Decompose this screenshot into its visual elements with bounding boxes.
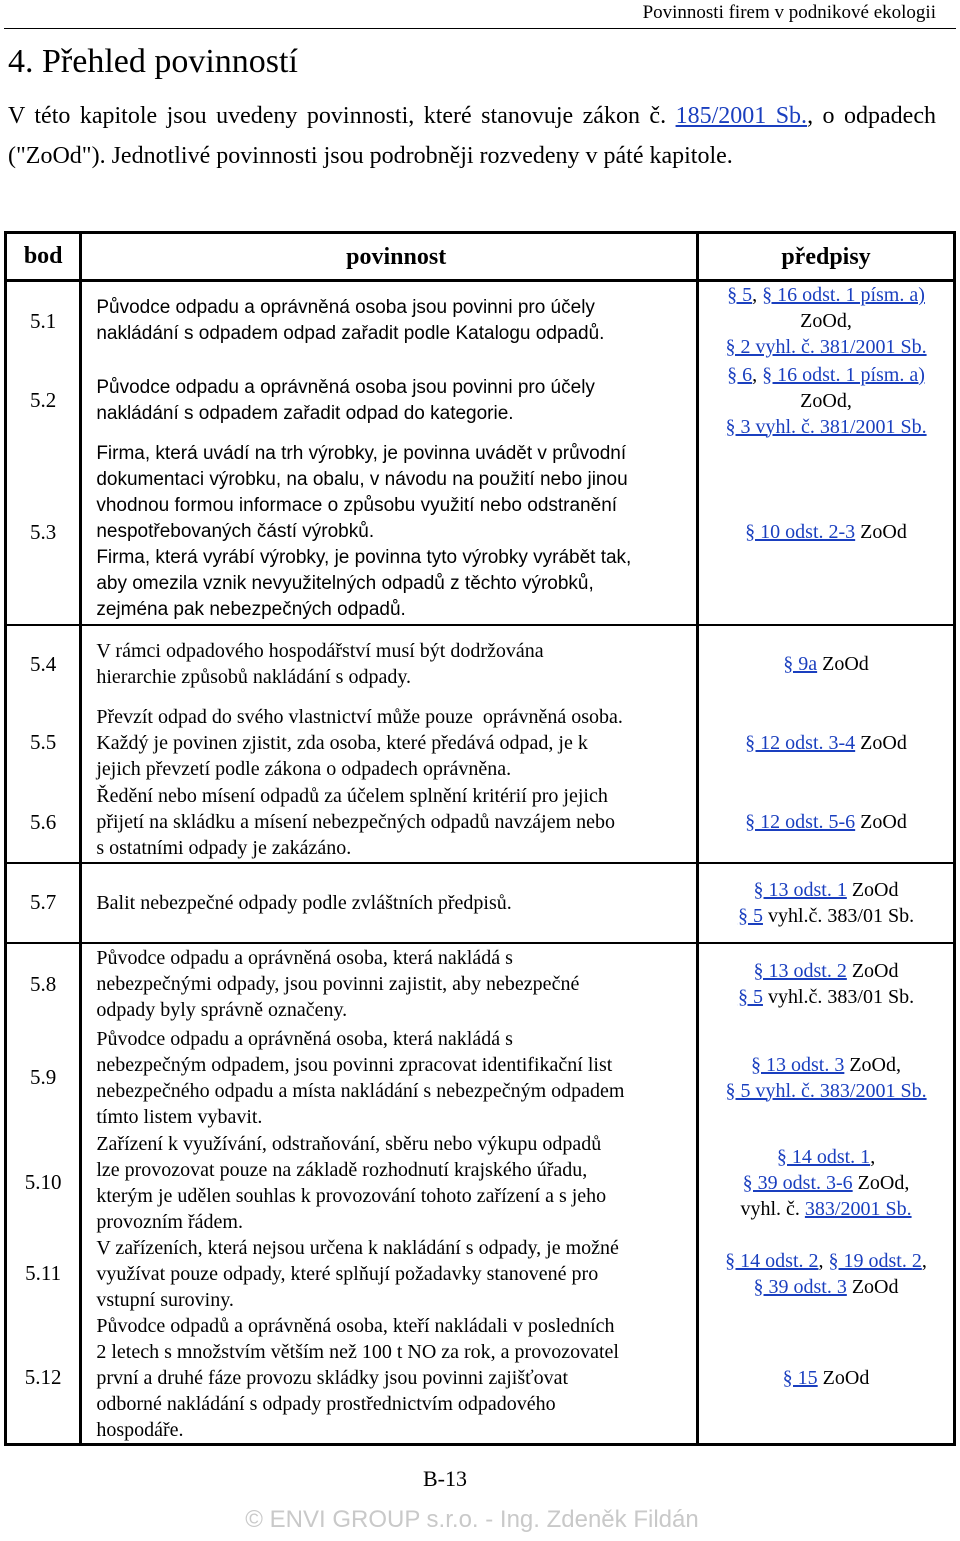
- povinnost-cell: [81, 1131, 698, 1235]
- povinnost-line: využívat pouze odpady, které splňují požadavky stanovené pro: [96, 1262, 599, 1285]
- povinnost-line: nebezpečného odpadu a místa nakládání s nebezpečným odpadem: [96, 1079, 625, 1102]
- predpisy-cell: [698, 441, 955, 625]
- table-row: [6, 1025, 955, 1131]
- povinnost-cell: [81, 361, 698, 441]
- povinnost-line: odborné nakládání s odpady prostřednictvím odpadového: [96, 1392, 556, 1415]
- duties-table: [4, 231, 956, 1446]
- predpisy-cell: [698, 1235, 955, 1313]
- regulation-link[interactable]: § 2 vyhl. č. 381/2001 Sb.: [725, 336, 927, 359]
- regulation-text: ZoOd: [846, 960, 899, 982]
- regulation-link[interactable]: § 5: [727, 284, 753, 307]
- regulation-text: ,: [921, 1249, 927, 1272]
- povinnost-line: provozním řádem.: [96, 1210, 243, 1233]
- predpis-line: [699, 1274, 953, 1300]
- povinnost-line: Firma, která uvádí na trh výrobky, je povinna uvádět v průvodní: [96, 443, 627, 464]
- predpis-line: [699, 414, 953, 440]
- regulation-text: ZoOd: [846, 878, 899, 901]
- predpis-line: [699, 984, 953, 1010]
- povinnost-line: V rámci odpadového hospodářství musí být dodržována: [96, 640, 544, 662]
- bod-cell: 5.12: [6, 1313, 81, 1445]
- povinnost-line: Původce odpadu a oprávněná osoba, která nakládá s: [96, 1027, 513, 1050]
- bod-cell: 5.4: [6, 625, 81, 703]
- header-bod: bod: [6, 233, 81, 281]
- povinnost-line: Původce odpadu a oprávněná osoba jsou povinni pro účely: [96, 376, 595, 398]
- table-row: [6, 1313, 955, 1445]
- predpis-line: [699, 282, 953, 308]
- header-predpisy: předpisy: [698, 233, 955, 281]
- regulation-link[interactable]: § 10 odst. 2-3: [745, 521, 856, 543]
- povinnost-line: lze provozovat pouze na základě rozhodnutí krajského úřadu,: [96, 1158, 588, 1181]
- povinnost-line: nespotřebovaných částí výrobků.: [96, 521, 375, 542]
- regulation-link[interactable]: § 39 odst. 3: [753, 1275, 847, 1298]
- predpis-line: [699, 362, 953, 388]
- table-row: [6, 361, 955, 441]
- table-row: [6, 783, 955, 863]
- page-number: B-13: [423, 1466, 467, 1491]
- bod-cell: 5.6: [6, 783, 81, 863]
- predpisy-cell: [698, 1131, 955, 1235]
- povinnost-line: kterým je udělen souhlas k provozování tohoto zařízení a s jeho: [96, 1184, 607, 1207]
- bod-cell: 5.9: [6, 1025, 81, 1131]
- regulation-link[interactable]: § 5 vyhl. č. 383/2001 Sb.: [725, 1079, 927, 1102]
- regulation-text: vyhl.č. 383/01 Sb.: [762, 904, 915, 927]
- predpis-line: [699, 730, 953, 756]
- predpis-line: [699, 877, 953, 903]
- predpisy-cell: [698, 625, 955, 703]
- predpis-line: [699, 1052, 953, 1078]
- povinnost-line: odpady byly správně označeny.: [96, 999, 348, 1021]
- povinnost-line: Balit nebezpečné odpady podle zvláštních předpisů.: [96, 891, 512, 914]
- povinnost-line: nakládání s odpadem zařadit odpad do kategorie.: [96, 402, 514, 424]
- regulation-text: ZoOd: [846, 1275, 899, 1298]
- table-row: [6, 703, 955, 783]
- regulation-link[interactable]: § 19 odst. 2: [828, 1249, 922, 1272]
- running-title: Povinnosti firem v podnikové ekologii: [642, 2, 936, 23]
- regulation-link[interactable]: § 15: [782, 1366, 818, 1389]
- table-row: [6, 1131, 955, 1235]
- predpis-line: [699, 651, 953, 677]
- povinnost-line: Ředění nebo mísení odpadů za účelem splnění kritérií pro jejich: [96, 785, 608, 807]
- bod-cell: 5.2: [6, 361, 81, 441]
- povinnost-line: Firma, která vyrábí výrobky, je povinna tyto výrobky vyrábět tak,: [96, 547, 632, 568]
- regulation-link[interactable]: § 12 odst. 5-6: [745, 811, 856, 833]
- table-row: [6, 1235, 955, 1313]
- povinnost-cell: [81, 625, 698, 703]
- regulation-link[interactable]: § 13 odst. 3: [751, 1053, 845, 1076]
- povinnost-line: nebezpečným odpadem, jsou povinni zpracovat identifikační list: [96, 1053, 613, 1076]
- predpis-line: [699, 958, 953, 984]
- povinnost-line: s ostatními odpady je zakázáno.: [96, 837, 352, 859]
- regulation-link[interactable]: § 6: [727, 363, 753, 386]
- regulation-link[interactable]: § 39 odst. 3-6: [742, 1171, 853, 1194]
- povinnost-line: hierarchie způsobů nakládání s odpady.: [96, 666, 412, 688]
- predpisy-cell: [698, 783, 955, 863]
- povinnost-line: nebezpečnými odpady, jsou povinni zajistit, aby nebezpečné: [96, 973, 580, 995]
- povinnost-cell: [81, 1313, 698, 1445]
- povinnost-line: zejména pak nebezpečných odpadů.: [96, 599, 406, 620]
- povinnost-line: přijetí na skládku a mísení nebezpečných odpadů navzájem nebo: [96, 811, 616, 833]
- footer-copyright: © ENVI GROUP s.r.o. - Ing. Zdeněk Fildán: [245, 1506, 699, 1533]
- regulation-link[interactable]: § 5: [737, 986, 763, 1008]
- regulation-text: ZoOd: [855, 731, 907, 754]
- regulation-text: ,: [752, 363, 763, 386]
- bod-cell: 5.8: [6, 943, 81, 1025]
- regulation-text: ZoOd,: [844, 1053, 902, 1076]
- table-header-row: [6, 233, 955, 281]
- intro-paragraph: [8, 96, 936, 176]
- predpis-line: [699, 1144, 953, 1170]
- povinnost-cell: [81, 441, 698, 625]
- table-body: [6, 281, 955, 1445]
- regulation-link[interactable]: § 9a: [783, 653, 818, 675]
- povinnost-line: jejich převzetí podle zákona o odpadech oprávněna.: [96, 757, 512, 780]
- povinnost-cell: [81, 943, 698, 1025]
- predpisy-cell: [698, 943, 955, 1025]
- bod-cell: 5.3: [6, 441, 81, 625]
- regulation-link[interactable]: § 12 odst. 3-4: [745, 731, 856, 754]
- povinnost-line: tímto listem vybavit.: [96, 1105, 263, 1128]
- povinnost-line: nakládání s odpadem odpad zařadit podle Katalogu odpadů.: [96, 323, 605, 345]
- table-row: [6, 625, 955, 703]
- predpis-line: [699, 1365, 953, 1391]
- regulation-text: ,: [818, 1249, 829, 1272]
- povinnost-line: 2 letech s množstvím větším než 100 t NO za rok, a provozovatel: [96, 1340, 619, 1363]
- predpisy-cell: [698, 1025, 955, 1131]
- povinnost-cell: [81, 783, 698, 863]
- povinnost-line: Původce odpadů a oprávněná osoba, kteří nakládali v posledních: [96, 1314, 615, 1337]
- regulation-text: vyhl.č. 383/01 Sb.: [762, 986, 915, 1008]
- predpisy-cell: [698, 281, 955, 361]
- regulation-link[interactable]: § 5: [737, 904, 763, 927]
- predpis-line: [699, 1170, 953, 1196]
- povinnost-line: dokumentaci výrobku, na obalu, v návodu na použití nebo jinou: [96, 469, 628, 490]
- chapter-title: 4. Přehled povinností: [8, 43, 298, 80]
- povinnost-line: vstupní suroviny.: [96, 1288, 234, 1311]
- predpis-line: [699, 308, 953, 334]
- regulation-link[interactable]: § 13 odst. 1: [753, 878, 847, 901]
- bod-cell: 5.5: [6, 703, 81, 783]
- header-rule: [4, 28, 956, 29]
- povinnost-line: první a druhé fáze provozu skládky jsou povinni zajišťovat: [96, 1366, 569, 1389]
- predpis-line: [699, 388, 953, 414]
- bod-cell: 5.11: [6, 1235, 81, 1313]
- regulation-text: ZoOd,: [852, 1171, 910, 1194]
- regulation-link[interactable]: § 13 odst. 2: [753, 960, 847, 982]
- predpis-line: [699, 1196, 953, 1222]
- povinnost-line: hospodáře.: [96, 1418, 184, 1441]
- regulation-link[interactable]: § 16 odst. 1 písm. a): [762, 284, 925, 307]
- regulation-text: ZoOd,: [800, 310, 852, 333]
- table-row: [6, 441, 955, 625]
- predpis-line: [699, 334, 953, 360]
- table-row: [6, 943, 955, 1025]
- povinnost-cell: [81, 281, 698, 361]
- povinnost-line: aby omezila vznik nevyužitelných odpadů z těchto výrobků,: [96, 573, 594, 594]
- predpisy-cell: [698, 863, 955, 943]
- header-povinnost: povinnost: [81, 233, 698, 281]
- regulation-text: ZoOd: [817, 1366, 870, 1389]
- regulation-link[interactable]: § 3 vyhl. č. 381/2001 Sb.: [725, 415, 927, 438]
- bod-cell: 5.7: [6, 863, 81, 943]
- povinnost-cell: [81, 863, 698, 943]
- regulation-text: ZoOd: [855, 521, 907, 543]
- povinnost-cell: [81, 703, 698, 783]
- regulation-link[interactable]: § 14 odst. 2: [725, 1249, 819, 1272]
- regulation-text: ,: [870, 1145, 876, 1168]
- povinnost-cell: [81, 1235, 698, 1313]
- povinnost-line: Převzít odpad do svého vlastnictví může pouze oprávněná osoba.: [96, 705, 623, 728]
- povinnost-line: Původce odpadu a oprávněná osoba jsou povinni pro účely: [96, 297, 595, 319]
- povinnost-cell: [81, 1025, 698, 1131]
- povinnost-line: V zařízeních, která nejsou určena k nakládání s odpady, je možné: [96, 1236, 619, 1259]
- regulation-link[interactable]: § 14 odst. 1: [776, 1145, 871, 1168]
- predpisy-cell: [698, 703, 955, 783]
- regulation-text: ,: [752, 284, 763, 307]
- predpis-line: [699, 1078, 953, 1104]
- intro-text-before: V této kapitole jsou uvedeny povinnosti, které stanovuje zákon č.: [8, 103, 676, 129]
- povinnost-line: Původce odpadu a oprávněná osoba, která nakládá s: [96, 947, 513, 969]
- bod-cell: 5.10: [6, 1131, 81, 1235]
- povinnost-line: vhodnou formou informace o způsobu využití nebo odstranění: [96, 495, 618, 516]
- bod-cell: 5.1: [6, 281, 81, 361]
- regulation-text: ZoOd: [855, 811, 907, 833]
- regulation-text: ZoOd,: [800, 389, 852, 412]
- regulation-text: ZoOd: [817, 653, 869, 675]
- predpis-line: [699, 809, 953, 835]
- povinnost-line: Zařízení k využívání, odstraňování, sběru nebo výkupu odpadů: [96, 1132, 602, 1155]
- table-row: [6, 281, 955, 361]
- law-link[interactable]: 185/2001 Sb.: [675, 103, 808, 129]
- predpis-line: [699, 519, 953, 545]
- predpis-line: [699, 903, 953, 929]
- povinnost-line: Každý je povinen zjistit, zda osoba, které předává odpad, je k: [96, 731, 588, 754]
- regulation-link[interactable]: § 16 odst. 1 písm. a): [762, 363, 925, 386]
- regulation-link[interactable]: 383/2001 Sb.: [804, 1197, 912, 1220]
- table-row: [6, 863, 955, 943]
- predpisy-cell: [698, 1313, 955, 1445]
- predpisy-cell: [698, 361, 955, 441]
- regulation-text: vyhl. č.: [740, 1197, 805, 1220]
- intro-text-after: , o odpadech ("ZoOd"). Jednotlivé povinnosti jsou podrobněji rozvedeny v páté kapitole.: [8, 103, 936, 169]
- predpis-line: [699, 1248, 953, 1274]
